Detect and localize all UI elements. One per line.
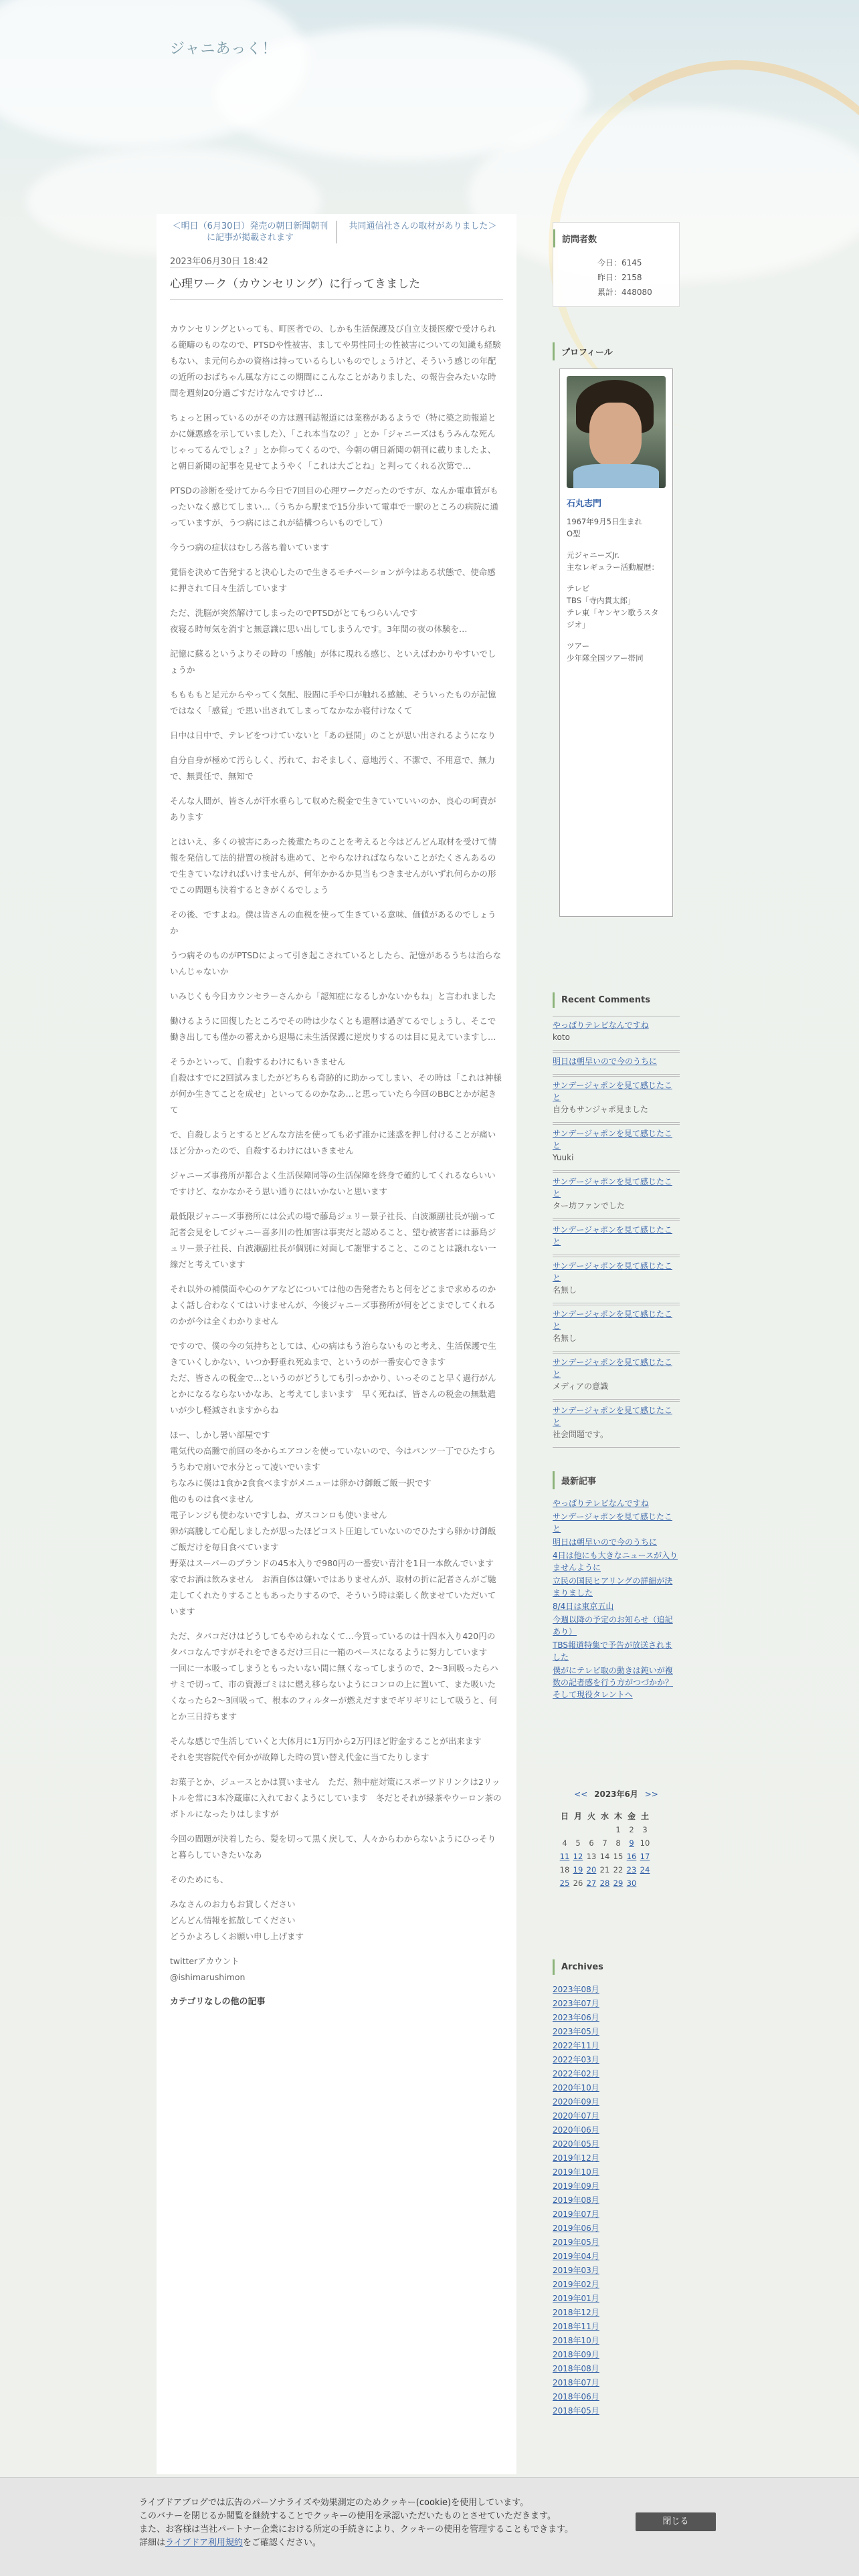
- archive-link[interactable]: 2019年08月: [553, 2195, 599, 2205]
- archive-link[interactable]: 2023年07月: [553, 1999, 599, 2008]
- post-paragraph: みなさんのお力もお貸しください どんどん情報を拡散してください どうかよろしくお願い申し上げます: [170, 1899, 304, 1941]
- recent-comment-author: ター坊ファンでした: [553, 1201, 625, 1210]
- post-paragraph: PTSDの診断を受けてから今日で7回目の心理ワークだったのですが、なんか電車賃がもったいなく感じてしまい…（うちから駅まで15分歩いて電車で一駅のところの病院に通っていますが、うつ病にはこれが結構つらいものでして）: [170, 486, 498, 528]
- calendar-day[interactable]: 17: [640, 1852, 650, 1861]
- profile-name[interactable]: 石丸志門: [567, 499, 602, 509]
- archive-link[interactable]: 2018年07月: [553, 2378, 599, 2387]
- calendar-prev-link[interactable]: <<: [574, 1790, 588, 1799]
- recent-comment-item: [553, 1124, 680, 1171]
- post-paragraph: 最低限ジャニーズ事務所には公式の場で藤島ジュリー景子社長、白波瀬副社長が揃って記者会見をしてジャニー喜多川の性加害は事実だと認めること、望む被害者には藤島ジュリー景子社長、白波瀬副社長が個別に対面して謝罪すること、このことは譲れない一線だと考えています: [170, 1211, 496, 1269]
- calendar-day[interactable]: 20: [586, 1865, 597, 1874]
- post-paragraph: そんな人間が、皆さんが汗水垂らして収めた税金で生きていていいのか、良心の呵責があります: [170, 796, 496, 822]
- recent-comment-author: 名無し: [553, 1333, 577, 1343]
- latest-posts-list: [553, 1497, 680, 1701]
- calendar-day[interactable]: 23: [626, 1865, 637, 1874]
- archive-link[interactable]: 2023年05月: [553, 2027, 599, 2036]
- latest-post-link[interactable]: 僕がにテレビ取の動きは鈍いが複数の記者感を行う方がつづかか？そして現役タレントへ: [553, 1666, 674, 1699]
- post-paragraph: ほー、しかし暑い部屋です 電気代の高騰で前回の冬からエアコンを使っていないので、今はパンツ一丁でひたすらうちわで扇いで水分とって凌いでいます ちなみに僕は1食か2食食べますがメニューは卵かけ御飯ご飯一択です 他のものは食べません 電子レンジも使わないですしね、ガスコンロも使いません 卵が高騰して心配しましたが思ったほどコスト圧迫していないのでひたすら卵かけ御飯ご飯だけを毎日食べています 野菜はスーパーのブランドの45本入りで980円の一番安い青汁を1日一本飲んでいます 家でお酒は飲みません お酒自体は嫌いではありませんが、取材の折に記者さんがご馳走してくれたりすることもあったりするので、そういう時は楽しく飲ませていただいています: [170, 1430, 496, 1616]
- recent-comment-link[interactable]: サンデージャポンを見て感じたこと: [553, 1261, 672, 1283]
- archives-list: [553, 1983, 680, 2418]
- calendar-day[interactable]: 25: [559, 1879, 570, 1888]
- recent-comment-item: [553, 1076, 680, 1123]
- archive-link[interactable]: 2019年03月: [553, 2266, 599, 2275]
- access-total: 累計：448080: [597, 288, 652, 297]
- archive-link[interactable]: 2020年07月: [553, 2111, 599, 2121]
- calendar-weekday: 土: [640, 1812, 649, 1821]
- profile-card: [559, 368, 673, 917]
- post-paragraph: ですので、僕の今の気持ちとしては、心の病はもう治らないものと考え、生活保護で生きていくしかない、いつか野垂れ死ぬまで、というのが一番安心できます ただ、皆さんの税金で…というのがどうしても引っかかり、いっそのこと早く過行がんとかになるならないかなあ、と考えてしまいます 早く死ねば、皆さんの税金の無駄遣いが少し軽減されますからね: [170, 1341, 497, 1415]
- archive-link[interactable]: 2019年02月: [553, 2280, 599, 2289]
- post-paragraph: ただ、タバコだけはどうしてもやめられなくて…今買っているのは十四本入り420円のタバコなんですがそれをできるだけ三日に一箱のペースになるように努力しています 一回に一本吸ってしまうともったいない間に無くなってしまうので、2〜3回吸ったらハサミで切って、市の資源ゴミはに燃え移らないようにコンロの上に置いて、また吸いたくなったら2〜3回吸って、根本のフィルターが燃えだすまでギリギリにして吸うと、何とか三日持ちます: [170, 1631, 498, 1721]
- calendar-day: [638, 1876, 652, 1890]
- archive-link[interactable]: 2018年08月: [553, 2364, 599, 2373]
- post-paragraph: 今うつ病の症状はむしろ落ち着いています: [170, 542, 329, 552]
- latest-post-link[interactable]: TBS報道特集で予告が放送されました: [553, 1640, 672, 1662]
- recent-comment-author: 名無し: [553, 1285, 577, 1295]
- calendar-day[interactable]: 24: [640, 1865, 650, 1874]
- calendar-day: 6: [589, 1838, 594, 1848]
- post-paragraph: ただ、洗脳が突然解けてしまったのでPTSDがとてもつらいんです 夜寝る時毎気を消すと無意識に思い出してしまうんです。3年間の夜の体験を…: [170, 608, 468, 634]
- latest-posts-widget: [553, 1471, 680, 1702]
- recent-comment-item: [553, 1052, 680, 1075]
- calendar-day: 7: [602, 1838, 607, 1848]
- calendar-next-link[interactable]: >>: [644, 1790, 658, 1799]
- archive-link[interactable]: 2020年09月: [553, 2097, 599, 2107]
- archive-link[interactable]: 2019年01月: [553, 2294, 599, 2303]
- post-paragraph: 今回の間題が決着したら、髪を切って黒く戻して、人々からわからないようにひっそりと暮らしていきたいなあ: [170, 1834, 496, 1860]
- archive-link[interactable]: 2018年12月: [553, 2308, 599, 2317]
- calendar-day: [571, 1823, 585, 1836]
- calendar-day[interactable]: 27: [586, 1879, 597, 1888]
- latest-post-link[interactable]: 今週以降の予定のお知らせ（追記あり）: [553, 1615, 673, 1636]
- profile-title: プロフィール: [553, 342, 680, 360]
- cookie-banner: [0, 2477, 859, 2576]
- archive-link[interactable]: 2023年06月: [553, 2013, 599, 2022]
- post-pager: [170, 221, 503, 243]
- recent-comment-link[interactable]: サンデージャポンを見て感じたこと: [553, 1358, 672, 1379]
- archive-link[interactable]: 2020年10月: [553, 2083, 599, 2092]
- calendar-nav: [553, 1788, 680, 1800]
- calendar-widget: [553, 1788, 680, 1890]
- main-column: [157, 214, 516, 2474]
- recent-comment-author: メディアの意識: [553, 1382, 609, 1391]
- calendar-table: [558, 1809, 652, 1890]
- archive-link[interactable]: 2019年12月: [553, 2153, 599, 2163]
- calendar-day[interactable]: 29: [613, 1879, 624, 1888]
- calendar-day: 18: [559, 1865, 570, 1874]
- post-paragraph: 働けるように回復したところでその時は少なくとも還暦は過ぎてるでしょうし、そこで働き出しても僅かの蓄えから退場に未生活保護に逆戻りするのは目に見えていますし…: [170, 1016, 496, 1042]
- post-paragraph: とはいえ、多くの被害にあった後輩たちのことを考えると今はどんどん取材を受けて情報を発信して法的措置の検討も進めて、とやらなければならないことがたくさんあるので生きていなければいけませんが、何年かかるか見当もつきませんがいずれ何らかの形でこの問題も決着するときがくるでしょう: [170, 837, 497, 895]
- calendar-weekday: 木: [613, 1812, 622, 1821]
- post-paragraph: ちょっと困っているのがその方は週刊誌報道には業務があるようで（特に築之助報道とかに嫌悪感を示していました）、「これ本当なの？」とか「ジャニーズはもうみんな死んじゃってるんでしょ？」とか仰ってくるので、今朝の朝日新聞の朝刊に載りましたよ、と朝日新聞の記事を見せてようやく「これは大ごとね」と判ってくれる次第で…: [170, 413, 496, 471]
- calendar-day: 13: [586, 1852, 597, 1861]
- access-yesterday: 昨日：2158: [597, 273, 642, 282]
- recent-comment-item: [553, 1220, 680, 1255]
- cookie-close-button[interactable]: 閉じる: [636, 2512, 716, 2531]
- post-paragraph: そのためにも、: [170, 1874, 229, 1885]
- calendar-day: 26: [573, 1879, 583, 1888]
- recent-comment-item: [553, 1172, 680, 1219]
- post-paragraph: ジャニーズ事務所が都合よく生活保障同等の生活保障を終身で確約してくれるならいいですけど、なかなかそう思い通りにはいかないと思います: [170, 1170, 496, 1196]
- latest-post-link[interactable]: サンデージャポンを見て感じたこと: [553, 1512, 672, 1533]
- recent-comment-author: 自分もサンジャポ見ました: [553, 1105, 648, 1114]
- terms-link[interactable]: ライブドア利用規約: [165, 2538, 243, 2548]
- post-paragraph: うつ病そのものがPTSDによって引き起こされているとしたら、記憶があるうちは治らないんじゃないか: [170, 950, 502, 976]
- calendar-day: 15: [613, 1852, 624, 1861]
- archive-link[interactable]: 2019年10月: [553, 2167, 599, 2177]
- archive-link[interactable]: 2022年11月: [553, 2041, 599, 2050]
- latest-post-link[interactable]: 明日は朝早いので今のうちに: [553, 1537, 658, 1547]
- archive-link[interactable]: 2019年07月: [553, 2210, 599, 2219]
- cookie-message: ライブドアブログでは広告のパーソナライズや効果測定のためクッキー(cookie)を使用しています。 このバナーを閉じるか閲覧を継続することでクッキーの使用を承認いただいたものとさせていただきます。 また、お客様は当社パートナー企業における所定の手続きにより、クッキーの使用を管理することもできます。: [139, 2498, 573, 2535]
- calendar-day: 14: [599, 1852, 610, 1861]
- archive-link[interactable]: 2018年11月: [553, 2322, 599, 2331]
- latest-posts-title: 最新記事: [553, 1471, 680, 1489]
- post-paragraph: 覚悟を決めて告発すると決心したので生きるモチベーションが今はある状態で、使命感に押されて日々生活しています: [170, 567, 496, 593]
- post-paragraph: ももももと足元からやってく気配、股間に手や口が触れる感触、そういったものが記憶ではなく「感覚」で思い出されてしまってなかなか寝付けなくて: [170, 689, 496, 716]
- profile-tour: ツアー 少年隊全国ツアー帯同: [567, 641, 644, 663]
- access-counter-title: 訪問者数: [553, 229, 679, 247]
- post-paragraph: twitterアカウント @ishimarushimon: [170, 1956, 246, 1982]
- next-post-link[interactable]: 共同通信社さんの取材がありました＞: [349, 221, 497, 231]
- archive-link[interactable]: 2018年05月: [553, 2406, 599, 2416]
- calendar-day[interactable]: 9: [629, 1838, 634, 1848]
- calendar-weekday: 火: [587, 1812, 595, 1821]
- calendar-day: 4: [562, 1838, 567, 1848]
- post-title: 心理ワーク（カウンセリング）に行ってきました: [170, 278, 421, 291]
- calendar-day: [585, 1823, 598, 1836]
- recent-comment-author: 社会問題です。: [553, 1430, 609, 1439]
- post-divider: [170, 299, 503, 300]
- recent-comment-item: [553, 1016, 680, 1051]
- calendar-weekday: 水: [600, 1812, 609, 1821]
- category-other-posts-label: カテゴリなしの他の記事: [170, 1997, 266, 2007]
- archive-link[interactable]: 2023年08月: [553, 1985, 599, 1994]
- latest-post-link[interactable]: 4日は他にも大きなニュースが入りませんように: [553, 1551, 678, 1572]
- avatar[interactable]: [567, 376, 666, 488]
- prev-post-link[interactable]: ＜明日（6月30日）発売の朝日新聞朝刊に記事が掲載されます: [172, 221, 328, 243]
- recent-comments-title: Recent Comments: [553, 992, 680, 1008]
- calendar-day: 22: [613, 1865, 624, 1874]
- post-paragraph: その後、ですよね。僕は皆さんの血税を使って生きている意味、価値があるのでしょうか: [170, 909, 496, 936]
- calendar-day: 21: [599, 1865, 610, 1874]
- post-paragraph: で、自殺しようとするとどんな方法を使っても必ず誰かに迷惑を押し付けることが痛いほど分かったので、自殺するわけにはいきません: [170, 1130, 496, 1156]
- archive-link[interactable]: 2018年09月: [553, 2350, 599, 2359]
- recent-comment-item: [553, 1401, 680, 1448]
- calendar-day[interactable]: 12: [573, 1852, 583, 1861]
- calendar-day: [598, 1823, 611, 1836]
- archive-link[interactable]: 2019年05月: [553, 2238, 599, 2247]
- recent-comment-link[interactable]: 明日は朝早いので今のうちに: [553, 1057, 658, 1066]
- cookie-detail-prefix: 詳細は: [139, 2538, 166, 2548]
- recent-comments-widget: [553, 992, 680, 1449]
- recent-comment-author: Yuuki: [553, 1153, 574, 1162]
- latest-post-link[interactable]: やっぱりテレビなんですね: [553, 1499, 649, 1508]
- archive-link[interactable]: 2018年10月: [553, 2336, 599, 2345]
- recent-comment-item: [553, 1305, 680, 1352]
- calendar-day: 10: [640, 1838, 650, 1848]
- post-paragraph: 自分自身が極めて汚らしく、汚れて、おそましく、意地汚く、不潔で、不用意で、無力で、無責任で、無知で: [170, 755, 496, 781]
- post-paragraph: そうかといって、自殺するわけにもいきません 自殺はすでに2回試みましたがどちらも奇跡的に助かってしまい、その時は「これは神様が何か生きてことを成せ」といってるのかなあ…と思っていたら今回のBBCとかが起きて: [170, 1057, 502, 1115]
- recent-comment-link[interactable]: サンデージャポンを見て感じたこと: [553, 1225, 672, 1247]
- archive-link[interactable]: 2020年06月: [553, 2125, 599, 2135]
- blog-title[interactable]: ジャニあっく！: [170, 41, 278, 58]
- recent-comment-link[interactable]: サンデージャポンを見て感じたこと: [553, 1309, 672, 1331]
- calendar-weekday: 日: [560, 1812, 569, 1821]
- archive-link[interactable]: 2019年04月: [553, 2252, 599, 2261]
- cookie-text: [139, 2496, 573, 2550]
- post-paragraph: そんな感じで生活していくと大体月に1万円から2万円ほど貯金することが出来ます それを実容院代や何かが故障した時の買い替え代金に当てたりします: [170, 1736, 482, 1762]
- archives-widget: [553, 1959, 680, 2418]
- calendar-month: 2023年6月: [594, 1790, 638, 1799]
- post-paragraph: 記憶に蘇るというよりその時の「感触」が体に現れる感じ、といえばわかりやすいでしょうか: [170, 649, 496, 675]
- cookie-detail-suffix: をご確認ください。: [242, 2538, 321, 2548]
- calendar-day[interactable]: 28: [599, 1879, 610, 1888]
- archive-link[interactable]: 2019年06月: [553, 2224, 599, 2233]
- recent-comment-link[interactable]: サンデージャポンを見て感じたこと: [553, 1081, 672, 1102]
- calendar-day: 3: [642, 1825, 648, 1834]
- recent-comment-link[interactable]: サンデージャポンを見て感じたこと: [553, 1129, 672, 1150]
- post-paragraph: 日中は日中で、テレビをつけていないと「あの昼間」のことが思い出されるようになり: [170, 730, 496, 740]
- recent-comment-link[interactable]: サンデージャポンを見て感じたこと: [553, 1177, 672, 1198]
- post-paragraph: いみじくも今日カウンセラーさんから「認知症になるしかないかもね」と言われました: [170, 991, 496, 1001]
- access-today: 今日：6145: [597, 258, 642, 267]
- profile-birth: 1967年9月5日生まれ O型: [567, 517, 642, 538]
- calendar-day[interactable]: 16: [626, 1852, 637, 1861]
- archive-link[interactable]: 2020年05月: [553, 2139, 599, 2149]
- post-paragraph: それ以外の補償面や心のケアなどについては他の告発者たちと何をどこまで求めるのかよく話し合わなくてはいけませんが、今後ジャニーズ事務所が何をどこまでしてくれるのかが今は全くわかりません: [170, 1284, 496, 1326]
- recent-comment-link[interactable]: やっぱりテレビなんですね: [553, 1021, 649, 1030]
- calendar-weekday: 月: [573, 1812, 582, 1821]
- post-paragraph: お菓子とか、ジュースとかは買いません ただ、熱中症対策にスポーツドリンクは2リットルを常に3本冷蔵庫に入れておくようにしています 冬だとそれが緑茶やウーロン茶のボトルになったりはしますが: [170, 1777, 502, 1819]
- calendar-day[interactable]: 30: [626, 1879, 637, 1888]
- recent-comment-item: [553, 1257, 680, 1303]
- calendar-weekday: 金: [627, 1812, 636, 1821]
- archives-title: Archives: [553, 1959, 680, 1975]
- calendar-day: 2: [629, 1825, 634, 1834]
- archive-link[interactable]: 2018年06月: [553, 2392, 599, 2401]
- post-date: 2023年06月30日 18:42: [170, 254, 268, 267]
- profile-widget: [553, 336, 680, 926]
- recent-comments-list: [553, 1016, 680, 1448]
- calendar-day: 8: [615, 1838, 621, 1848]
- calendar-day: 1: [615, 1825, 621, 1834]
- archive-link[interactable]: 2022年03月: [553, 2055, 599, 2064]
- latest-post-link[interactable]: 8/4日は東京五山: [553, 1602, 614, 1611]
- profile-tv: テレビ TBS「寺内貫太郎」 テレ東「ヤンヤン歌うスタジオ」: [567, 584, 659, 629]
- profile-former: 元ジャニーズJr. 主なレギュラー活動履歴：: [567, 550, 659, 572]
- calendar-day: [558, 1823, 571, 1836]
- recent-comment-item: [553, 1353, 680, 1400]
- recent-comment-link[interactable]: サンデージャポンを見て感じたこと: [553, 1406, 672, 1427]
- access-counter-widget: [553, 222, 680, 307]
- post-body: [170, 321, 503, 1985]
- archive-link[interactable]: 2019年09月: [553, 2181, 599, 2191]
- calendar-day[interactable]: 11: [559, 1852, 570, 1861]
- post-paragraph: カウンセリングといっても、町医者での、しかも生活保護及び自立支援医療で受けられる範疇のものなので、PTSDや性被害、ましてや男性同士の性被害についての知識も経験もない、ま元何らかの資格は持っているらしいものでしょうけど、そういう感じの年配の近所のおばちゃん風な方にこの期間にこんなことがありました、の報告会みたいな時間を週刻20分過ごすだけなんですけど…: [170, 324, 501, 398]
- recent-comment-author: koto: [553, 1033, 570, 1042]
- calendar-day: 5: [575, 1838, 581, 1848]
- calendar-day[interactable]: 19: [573, 1865, 583, 1874]
- archive-link[interactable]: 2022年02月: [553, 2069, 599, 2078]
- latest-post-link[interactable]: 立民の国民ヒアリングの詳細が決まりました: [553, 1576, 673, 1598]
